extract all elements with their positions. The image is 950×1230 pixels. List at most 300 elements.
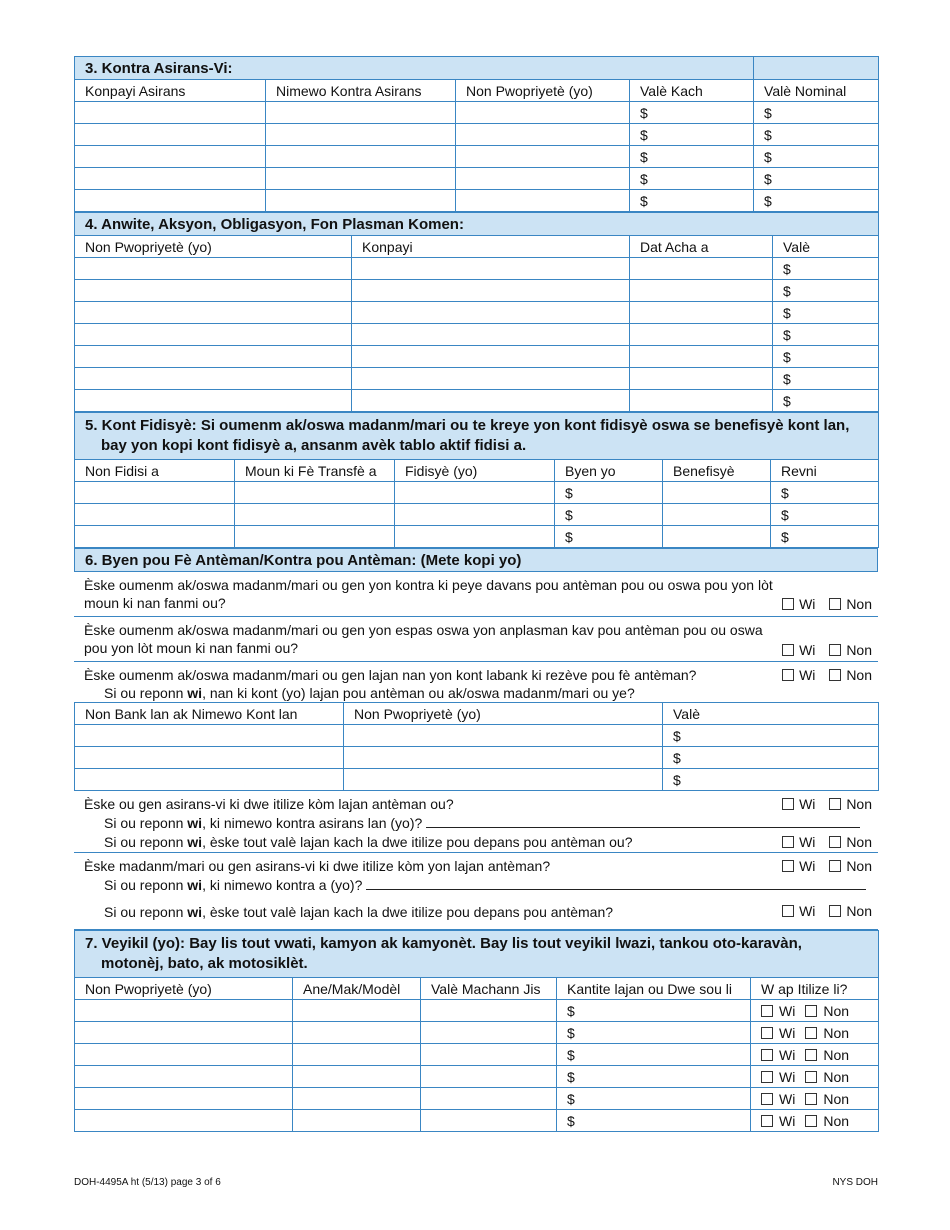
amount-cell[interactable] xyxy=(773,390,879,412)
no-checkbox[interactable] xyxy=(829,669,841,681)
yes-label: Wi xyxy=(779,1002,796,1019)
amount-cell[interactable] xyxy=(754,168,879,190)
no-option[interactable] xyxy=(829,667,872,683)
currency-symbol: $ xyxy=(783,304,791,321)
table-cell[interactable] xyxy=(75,1066,293,1088)
table-cell[interactable] xyxy=(395,482,555,504)
followup-text: , èske tout valè lajan kach la dwe itilize pou depans pou antèman ou? xyxy=(202,834,633,850)
policy-number-blank[interactable] xyxy=(426,815,860,828)
table-cell[interactable] xyxy=(293,1000,421,1022)
followup-bold: wi xyxy=(187,877,203,893)
table-row xyxy=(75,725,879,747)
amount-cell[interactable] xyxy=(557,1022,751,1044)
amount-cell[interactable] xyxy=(663,747,879,769)
section-7-title-text: 7. Veyikil (yo): Bay lis tout vwati, kamyon ak kamyonèt. Bay lis tout veyikil lwazi, tankou oto-karavàn, motonèj, bato, ak motosiklèt. xyxy=(85,935,802,972)
yes-checkbox[interactable] xyxy=(761,1027,773,1039)
yes-checkbox[interactable] xyxy=(782,798,794,810)
amount-cell[interactable] xyxy=(754,190,879,212)
question-burial-bank-account xyxy=(74,662,878,702)
table-cell[interactable] xyxy=(630,324,773,346)
no-checkbox[interactable] xyxy=(829,598,841,610)
table-cell[interactable] xyxy=(266,190,456,212)
table-cell[interactable] xyxy=(663,482,771,504)
table-cell[interactable] xyxy=(75,346,352,368)
currency-symbol: $ xyxy=(567,1090,575,1107)
yes-option[interactable] xyxy=(761,1069,795,1085)
table-cell[interactable] xyxy=(630,346,773,368)
table-cell[interactable] xyxy=(75,102,266,124)
column-header: Kantite lajan ou Dwe sou li xyxy=(557,978,751,1000)
amount-cell[interactable] xyxy=(771,526,879,548)
currency-symbol: $ xyxy=(783,260,791,277)
currency-symbol: $ xyxy=(781,484,789,501)
yes-label: Wi xyxy=(779,1068,796,1085)
in-use-choice-cell[interactable] xyxy=(751,1022,879,1044)
yes-no-choice xyxy=(772,858,872,874)
question-followup xyxy=(84,903,884,922)
no-label: Non xyxy=(823,1112,850,1129)
column-header: Non Pwopriyetè (yo) xyxy=(456,80,630,102)
question-text: Èske oumenm ak/oswa madanm/mari ou gen yon espas oswa yon anplasman kav pou antèman pou ou oswa pou yon lòt moun ki nan fanmi ou? xyxy=(84,622,763,656)
currency-symbol: $ xyxy=(783,392,791,409)
no-label: Non xyxy=(846,667,872,683)
table-cell[interactable] xyxy=(75,769,344,791)
table-cell[interactable] xyxy=(75,1044,293,1066)
amount-cell[interactable] xyxy=(773,346,879,368)
no-option[interactable] xyxy=(829,834,872,850)
yes-no-choice xyxy=(772,903,872,919)
table-row xyxy=(75,1044,879,1066)
followup-text: Si ou reponn xyxy=(104,904,188,920)
no-checkbox[interactable] xyxy=(805,1005,817,1017)
table-cell[interactable] xyxy=(266,102,456,124)
table-row xyxy=(75,324,879,346)
followup-text: , ki nimewo kontra asirans lan (yo)? xyxy=(202,815,423,831)
question-followup xyxy=(84,814,884,833)
table-cell[interactable] xyxy=(344,747,663,769)
yes-checkbox[interactable] xyxy=(782,836,794,848)
no-option[interactable] xyxy=(829,642,872,658)
yes-label: Wi xyxy=(779,1024,796,1041)
table-cell[interactable] xyxy=(630,368,773,390)
currency-symbol: $ xyxy=(640,170,648,187)
amount-cell[interactable] xyxy=(663,725,879,747)
amount-cell[interactable] xyxy=(555,482,663,504)
amount-cell[interactable] xyxy=(630,124,754,146)
table-cell[interactable] xyxy=(421,1044,557,1066)
column-header: Konpayi xyxy=(352,236,630,258)
currency-symbol: $ xyxy=(567,1046,575,1063)
yes-label: Wi xyxy=(799,667,816,683)
amount-cell[interactable] xyxy=(773,368,879,390)
currency-symbol: $ xyxy=(764,170,772,187)
table-row xyxy=(75,1000,879,1022)
yes-label: Wi xyxy=(799,834,816,850)
column-header: Non Pwopriyetè (yo) xyxy=(75,236,352,258)
question-text xyxy=(74,853,884,925)
table-row xyxy=(75,482,879,504)
table-cell[interactable] xyxy=(421,1110,557,1132)
table-cell[interactable] xyxy=(344,725,663,747)
currency-symbol: $ xyxy=(640,104,648,121)
section-7-title xyxy=(75,931,879,978)
table-row xyxy=(75,1110,879,1132)
amount-cell[interactable] xyxy=(773,258,879,280)
followup-text: Si ou reponn xyxy=(104,877,188,893)
yes-checkbox[interactable] xyxy=(782,860,794,872)
amount-cell[interactable] xyxy=(557,1088,751,1110)
yes-no-choice xyxy=(772,596,872,612)
table-cell[interactable] xyxy=(266,146,456,168)
table-row xyxy=(75,368,879,390)
section-4-title: 4. Anwite, Aksyon, Obligasyon, Fon Plasman Komen: xyxy=(75,213,879,236)
no-checkbox[interactable] xyxy=(805,1049,817,1061)
table-row xyxy=(75,146,879,168)
no-label: Non xyxy=(823,1090,850,1107)
currency-symbol: $ xyxy=(781,528,789,545)
table-cell[interactable] xyxy=(456,124,630,146)
question-burial-space xyxy=(74,617,878,662)
amount-cell[interactable] xyxy=(557,1066,751,1088)
question-followup xyxy=(84,833,884,852)
section-6-burial xyxy=(74,548,878,572)
table-row xyxy=(75,390,879,412)
table-cell[interactable] xyxy=(266,124,456,146)
in-use-choice-cell[interactable] xyxy=(751,1110,879,1132)
amount-cell[interactable] xyxy=(557,1110,751,1132)
section-5-rows xyxy=(75,482,879,548)
table-cell[interactable] xyxy=(75,482,235,504)
amount-cell[interactable] xyxy=(773,324,879,346)
amount-cell[interactable] xyxy=(630,190,754,212)
yes-checkbox[interactable] xyxy=(761,1093,773,1105)
table-row xyxy=(75,504,879,526)
amount-cell[interactable] xyxy=(630,168,754,190)
followup-bold: wi xyxy=(187,815,203,831)
table-row xyxy=(75,526,879,548)
table-cell[interactable] xyxy=(421,1066,557,1088)
currency-symbol: $ xyxy=(783,348,791,365)
table-cell[interactable] xyxy=(75,526,235,548)
yes-label: Wi xyxy=(799,596,816,612)
no-checkbox[interactable] xyxy=(805,1093,817,1105)
no-checkbox[interactable] xyxy=(829,860,841,872)
table-cell[interactable] xyxy=(293,1088,421,1110)
no-label: Non xyxy=(846,858,872,874)
table-cell[interactable] xyxy=(293,1044,421,1066)
table-cell[interactable] xyxy=(75,124,266,146)
question-main: Èske ou gen asirans-vi ki dwe itilize kòm lajan antèman ou? xyxy=(84,796,454,812)
table-cell[interactable] xyxy=(395,504,555,526)
section-7-vehicles xyxy=(74,930,879,1132)
yes-option[interactable] xyxy=(761,1113,795,1129)
no-label: Non xyxy=(846,642,872,658)
table-cell[interactable] xyxy=(663,504,771,526)
yes-checkbox[interactable] xyxy=(782,905,794,917)
table-cell[interactable] xyxy=(266,168,456,190)
section-5-title-text: 5. Kont Fidisyè: Si oumenm ak/oswa madanm/mari ou te kreye yon kont fidisyè oswa se benefisyè kont lan, bay yon kopi kont fidisyè a, ansanm avèk tablo aktif fidisi a. xyxy=(85,417,850,454)
question-followup xyxy=(84,684,774,702)
amount-cell[interactable] xyxy=(663,769,879,791)
column-header: Byen yo xyxy=(555,460,663,482)
table-cell[interactable] xyxy=(75,390,352,412)
table-cell[interactable] xyxy=(352,258,630,280)
table-row xyxy=(75,1066,879,1088)
table-cell[interactable] xyxy=(293,1066,421,1088)
currency-symbol: $ xyxy=(781,506,789,523)
no-checkbox[interactable] xyxy=(805,1027,817,1039)
table-cell[interactable] xyxy=(630,258,773,280)
table-cell[interactable] xyxy=(456,168,630,190)
table-row xyxy=(75,168,879,190)
burial-accounts-rows xyxy=(75,725,879,791)
yes-option[interactable] xyxy=(761,1091,795,1107)
table-cell[interactable] xyxy=(630,302,773,324)
section-5-title xyxy=(75,413,879,460)
table-cell[interactable] xyxy=(663,526,771,548)
table-cell[interactable] xyxy=(75,1000,293,1022)
table-cell[interactable] xyxy=(352,324,630,346)
currency-symbol: $ xyxy=(783,370,791,387)
table-cell[interactable] xyxy=(456,146,630,168)
table-cell[interactable] xyxy=(75,168,266,190)
table-cell[interactable] xyxy=(75,1110,293,1132)
followup-bold: wi xyxy=(187,904,203,920)
followup-text: Si ou reponn xyxy=(104,834,188,850)
column-header: Dat Acha a xyxy=(630,236,773,258)
no-option[interactable] xyxy=(805,1003,849,1019)
amount-cell[interactable] xyxy=(630,102,754,124)
table-cell[interactable] xyxy=(75,324,352,346)
followup-text: Si ou reponn xyxy=(104,815,188,831)
question-text xyxy=(74,791,884,855)
question-text: Èske oumenm ak/oswa madanm/mari ou gen yon kontra ki peye davans pou antèman pou ou oswa pou yon lòt moun ki nan fanmi ou? xyxy=(84,577,773,611)
in-use-choice-cell[interactable] xyxy=(751,1044,879,1066)
column-header: Konpayi Asirans xyxy=(75,80,266,102)
amount-cell[interactable] xyxy=(773,280,879,302)
yes-checkbox[interactable] xyxy=(761,1049,773,1061)
table-row xyxy=(75,769,879,791)
column-header: Valè xyxy=(663,703,879,725)
yes-option[interactable] xyxy=(761,1047,795,1063)
table-cell[interactable] xyxy=(421,1022,557,1044)
no-option[interactable] xyxy=(805,1025,849,1041)
table-cell[interactable] xyxy=(75,1022,293,1044)
agency-label: NYS DOH xyxy=(832,1177,878,1188)
policy-number-blank[interactable] xyxy=(366,877,866,890)
column-header: Fidisyè (yo) xyxy=(395,460,555,482)
yes-label: Wi xyxy=(779,1112,796,1129)
table-row xyxy=(75,747,879,769)
no-label: Non xyxy=(823,1068,850,1085)
amount-cell[interactable] xyxy=(754,102,879,124)
no-option[interactable] xyxy=(829,596,872,612)
no-option[interactable] xyxy=(805,1069,849,1085)
table-row xyxy=(75,346,879,368)
table-cell[interactable] xyxy=(75,302,352,324)
in-use-choice-cell[interactable] xyxy=(751,1000,879,1022)
yes-no-choice xyxy=(772,642,872,658)
yes-option[interactable] xyxy=(782,596,815,612)
yes-option[interactable] xyxy=(782,667,815,683)
in-use-choice-cell[interactable] xyxy=(751,1066,879,1088)
yes-checkbox[interactable] xyxy=(782,669,794,681)
amount-cell[interactable] xyxy=(557,1000,751,1022)
yes-option[interactable] xyxy=(761,1003,795,1019)
no-option[interactable] xyxy=(805,1091,849,1107)
yes-checkbox[interactable] xyxy=(782,644,794,656)
no-option[interactable] xyxy=(829,858,872,874)
no-option[interactable] xyxy=(805,1113,849,1129)
yes-option[interactable] xyxy=(782,903,815,919)
amount-cell[interactable] xyxy=(773,302,879,324)
table-cell[interactable] xyxy=(75,504,235,526)
yes-no-choice xyxy=(772,834,872,850)
column-header: Non Pwopriyetè (yo) xyxy=(75,978,293,1000)
section-6-title: 6. Byen pou Fè Antèman/Kontra pou Antèman: (Mete kopi yo) xyxy=(75,549,878,572)
question-followup xyxy=(84,876,884,895)
table-cell[interactable] xyxy=(352,280,630,302)
column-header: Nimewo Kontra Asirans xyxy=(266,80,456,102)
table-cell[interactable] xyxy=(293,1110,421,1132)
yes-option[interactable] xyxy=(782,858,815,874)
table-row xyxy=(75,102,879,124)
section-5-trust-accounts xyxy=(74,412,879,548)
table-cell[interactable] xyxy=(630,390,773,412)
question-prepaid-burial-contract xyxy=(74,572,878,617)
yes-checkbox[interactable] xyxy=(761,1071,773,1083)
no-checkbox[interactable] xyxy=(829,905,841,917)
table-cell[interactable] xyxy=(75,747,344,769)
table-cell[interactable] xyxy=(75,1088,293,1110)
table-row xyxy=(75,1022,879,1044)
table-cell[interactable] xyxy=(75,368,352,390)
question-text xyxy=(74,662,774,705)
table-cell[interactable] xyxy=(344,769,663,791)
no-label: Non xyxy=(823,1002,850,1019)
table-cell[interactable] xyxy=(75,258,352,280)
section-3-life-insurance xyxy=(74,56,879,212)
no-option[interactable] xyxy=(805,1047,849,1063)
amount-cell[interactable] xyxy=(555,504,663,526)
table-cell[interactable] xyxy=(235,504,395,526)
table-cell[interactable] xyxy=(421,1000,557,1022)
amount-cell[interactable] xyxy=(630,146,754,168)
question-own-life-insurance xyxy=(74,791,878,853)
currency-symbol: $ xyxy=(764,126,772,143)
table-cell[interactable] xyxy=(421,1088,557,1110)
currency-symbol: $ xyxy=(567,1068,575,1085)
currency-symbol: $ xyxy=(565,484,573,501)
table-cell[interactable] xyxy=(235,526,395,548)
amount-cell[interactable] xyxy=(771,482,879,504)
no-checkbox[interactable] xyxy=(829,798,841,810)
no-checkbox[interactable] xyxy=(805,1071,817,1083)
no-option[interactable] xyxy=(829,796,872,812)
amount-cell[interactable] xyxy=(557,1044,751,1066)
currency-symbol: $ xyxy=(640,148,648,165)
currency-symbol: $ xyxy=(673,727,681,744)
amount-cell[interactable] xyxy=(555,526,663,548)
table-cell[interactable] xyxy=(75,190,266,212)
yes-no-choice xyxy=(772,667,872,683)
table-cell[interactable] xyxy=(352,390,630,412)
yes-label: Wi xyxy=(779,1090,796,1107)
yes-option[interactable] xyxy=(782,796,815,812)
amount-cell[interactable] xyxy=(771,504,879,526)
amount-cell[interactable] xyxy=(754,146,879,168)
column-header: Valè xyxy=(773,236,879,258)
yes-label: Wi xyxy=(799,858,816,874)
column-header: Non Bank lan ak Nimewo Kont lan xyxy=(75,703,344,725)
column-header: Valè Machann Jis xyxy=(421,978,557,1000)
table-cell[interactable] xyxy=(395,526,555,548)
amount-cell[interactable] xyxy=(754,124,879,146)
yes-option[interactable] xyxy=(782,834,815,850)
currency-symbol: $ xyxy=(783,282,791,299)
column-header: Valè Nominal xyxy=(754,80,879,102)
table-cell[interactable] xyxy=(630,280,773,302)
table-cell[interactable] xyxy=(75,280,352,302)
section-3-title: 3. Kontra Asirans-Vi: xyxy=(75,57,754,80)
no-checkbox[interactable] xyxy=(829,644,841,656)
table-cell[interactable] xyxy=(293,1022,421,1044)
section-4-annuities-stocks xyxy=(74,212,879,412)
in-use-choice-cell[interactable] xyxy=(751,1088,879,1110)
column-header: W ap Itilize li? xyxy=(751,978,879,1000)
table-cell[interactable] xyxy=(75,725,344,747)
currency-symbol: $ xyxy=(673,771,681,788)
table-cell[interactable] xyxy=(456,102,630,124)
no-checkbox[interactable] xyxy=(829,836,841,848)
table-cell[interactable] xyxy=(235,482,395,504)
column-header: Valè Kach xyxy=(630,80,754,102)
followup-text: , ki nimewo kontra a (yo)? xyxy=(202,877,363,893)
form-id: DOH-4495A ht (5/13) page 3 of 6 xyxy=(74,1177,221,1188)
table-cell[interactable] xyxy=(352,346,630,368)
no-label: Non xyxy=(846,903,872,919)
currency-symbol: $ xyxy=(764,192,772,209)
yes-option[interactable] xyxy=(782,642,815,658)
yes-checkbox[interactable] xyxy=(782,598,794,610)
table-row xyxy=(75,258,879,280)
table-row xyxy=(75,124,879,146)
question-main: Èske madanm/mari ou gen asirans-vi ki dwe itilize kòm yon lajan antèman? xyxy=(84,858,551,874)
table-cell[interactable] xyxy=(456,190,630,212)
table-cell[interactable] xyxy=(75,146,266,168)
yes-checkbox[interactable] xyxy=(761,1005,773,1017)
burial-accounts-table xyxy=(74,702,879,791)
followup-text: , èske tout valè lajan kach la dwe itilize pou depans pou antèman? xyxy=(202,904,614,920)
currency-symbol: $ xyxy=(567,1112,575,1129)
table-cell[interactable] xyxy=(352,302,630,324)
yes-label: Wi xyxy=(799,903,816,919)
column-header: Benefisyè xyxy=(663,460,771,482)
table-cell[interactable] xyxy=(352,368,630,390)
yes-label: Wi xyxy=(799,796,816,812)
no-option[interactable] xyxy=(829,903,872,919)
yes-checkbox[interactable] xyxy=(761,1115,773,1127)
followup-bold: wi xyxy=(187,685,203,701)
table-row xyxy=(75,280,879,302)
yes-option[interactable] xyxy=(761,1025,795,1041)
table-row xyxy=(75,302,879,324)
currency-symbol: $ xyxy=(640,126,648,143)
currency-symbol: $ xyxy=(565,506,573,523)
followup-text: Si ou reponn xyxy=(104,685,188,701)
question-main: Èske oumenm ak/oswa madanm/mari ou gen lajan nan yon kont labank ki rezève pou fè antèman? xyxy=(84,667,697,683)
no-checkbox[interactable] xyxy=(805,1115,817,1127)
